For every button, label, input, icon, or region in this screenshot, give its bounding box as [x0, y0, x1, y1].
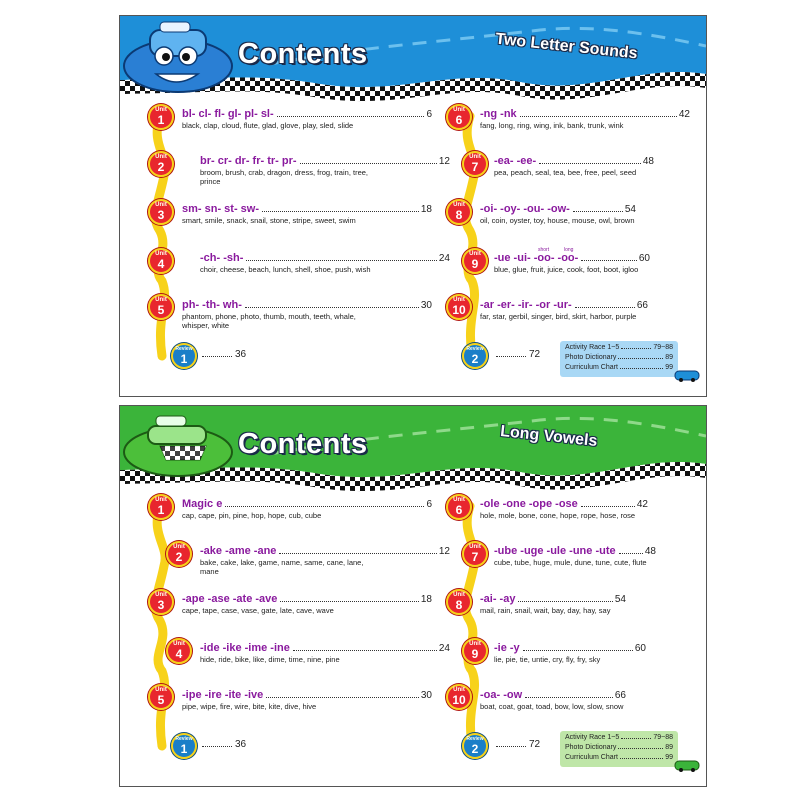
short-marker: short [538, 247, 550, 253]
unit-badge-10: Unit 10 [446, 294, 472, 320]
unit-badge-2: Unit 2 [148, 151, 174, 177]
appendix-box [560, 341, 678, 377]
unit-entry-6[interactable]: -ng -nk 42 fang, long, ring, wing, ink, bank, trunk, wink [480, 108, 690, 130]
appendix-row[interactable]: Activity Race 1~5 79~88 [565, 734, 673, 741]
review-entry-1[interactable]: 36 [202, 349, 246, 360]
unit-entry-5[interactable]: ph- -th- wh- 30 phantom, phone, photo, thumb, mouth, teeth, whale, whisper, white [182, 299, 432, 330]
appendix-row[interactable]: Activity Race 1~5 79~88 [565, 344, 673, 351]
contents-page-two-letter-sounds [119, 15, 707, 397]
unit-badge-5: Unit 5 [148, 684, 174, 710]
unit-badge-6: Unit 6 [446, 494, 472, 520]
unit-entry-10[interactable]: -oa- -ow 66 boat, coat, goat, toad, bow, low, slow, snow [480, 689, 626, 711]
unit-entry-4[interactable]: -ide -ike -ime -ine 24 hide, ride, bike, like, dime, time, nine, pine [200, 642, 450, 664]
unit-badge-4: Unit 4 [148, 248, 174, 274]
unit-badge-9: Unit 9 [462, 638, 488, 664]
review-badge-2: Review 2 [462, 343, 488, 369]
unit-entry-5[interactable]: -ipe -ire -ite -ive 30 pipe, wipe, fire, wire, bite, kite, dive, hive [182, 689, 432, 711]
appendix-row[interactable]: Photo Dictionary 89 [565, 354, 673, 361]
page-title: Contents [238, 38, 368, 70]
unit-badge-1: Unit 1 [148, 494, 174, 520]
unit-entry-8[interactable]: -ai- -ay 54 mail, rain, snail, wait, bay, day, hay, say [480, 593, 626, 615]
unit-badge-3: Unit 3 [148, 589, 174, 615]
review-badge-2: Review 2 [462, 733, 488, 759]
unit-entry-2[interactable]: br- cr- dr- fr- tr- pr- 12 broom, brush, crab, dragon, dress, frog, train, tree, prince [200, 155, 450, 186]
review-badge-1: Review 1 [171, 343, 197, 369]
page-title: Contents [238, 428, 368, 460]
long-marker: long [564, 247, 574, 253]
review-entry-2[interactable]: 72 [496, 739, 540, 750]
unit-badge-1: Unit 1 [148, 104, 174, 130]
unit-badge-6: Unit 6 [446, 104, 472, 130]
unit-badge-7: Unit 7 [462, 541, 488, 567]
unit-badge-2: Unit 2 [166, 541, 192, 567]
unit-entry-9[interactable]: -ue -ui- -oo- -oo- 60 blue, glue, fruit, juice, cook, foot, boot, igloo [494, 252, 650, 274]
unit-entry-4[interactable]: -ch- -sh- 24 choir, cheese, beach, lunch, shell, shoe, push, wish [200, 252, 450, 274]
unit-badge-8: Unit 8 [446, 589, 472, 615]
unit-entry-3[interactable]: -ape -ase -ate -ave 18 cape, tape, case, vase, gate, late, cave, wave [182, 593, 432, 615]
mini-car-icon [674, 368, 700, 382]
unit-entry-2[interactable]: -ake -ame -ane 12 bake, cake, lake, game, name, same, cane, lane, mane [200, 545, 450, 576]
unit-badge-10: Unit 10 [446, 684, 472, 710]
review-entry-1[interactable]: 36 [202, 739, 246, 750]
unit-entry-3[interactable]: sm- sn- st- sw- 18 smart, smile, snack, snail, stone, stripe, sweet, swim [182, 203, 432, 225]
appendix-row[interactable]: Photo Dictionary 89 [565, 744, 673, 751]
appendix-row[interactable]: Curriculum Chart 99 [565, 364, 673, 371]
page-subtitle: Two Letter Sounds [494, 30, 639, 63]
unit-entry-9[interactable]: -ie -y 60 lie, pie, tie, untie, cry, fly, fry, sky [494, 642, 646, 664]
unit-entry-1[interactable]: bl- cl- fl- gl- pl- sl- 6 black, clap, cloud, flute, glad, glove, play, sled, slide [182, 108, 432, 130]
unit-badge-3: Unit 3 [148, 199, 174, 225]
review-badge-1: Review 1 [171, 733, 197, 759]
mini-car-icon [674, 758, 700, 772]
unit-entry-1[interactable]: Magic e 6 cap, cape, pin, pine, hop, hope, cub, cube [182, 498, 432, 520]
contents-page-long-vowels [119, 405, 707, 787]
unit-entry-8[interactable]: -oi- -oy- -ou- -ow- 54 oil, coin, oyster, toy, house, mouse, owl, brown [480, 203, 636, 225]
unit-entry-7[interactable]: -ea- -ee- 48 pea, peach, seal, tea, bee, free, peel, seed [494, 155, 654, 177]
page-subtitle: Long Vowels [499, 422, 599, 451]
appendix-box [560, 731, 678, 767]
unit-badge-4: Unit 4 [166, 638, 192, 664]
unit-badge-9: Unit 9 [462, 248, 488, 274]
unit-badge-8: Unit 8 [446, 199, 472, 225]
unit-entry-7[interactable]: -ube -uge -ule -une -ute 48 cube, tube, huge, mule, dune, tune, cute, flute [494, 545, 656, 567]
appendix-row[interactable]: Curriculum Chart 99 [565, 754, 673, 761]
unit-badge-7: Unit 7 [462, 151, 488, 177]
unit-entry-10[interactable]: -ar -er- -ir- -or -ur- 66 far, star, gerbil, singer, bird, skirt, harbor, purple [480, 299, 648, 321]
unit-badge-5: Unit 5 [148, 294, 174, 320]
unit-entry-6[interactable]: -ole -one -ope -ose 42 hole, mole, bone, cone, hope, rope, hose, rose [480, 498, 648, 520]
review-entry-2[interactable]: 72 [496, 349, 540, 360]
